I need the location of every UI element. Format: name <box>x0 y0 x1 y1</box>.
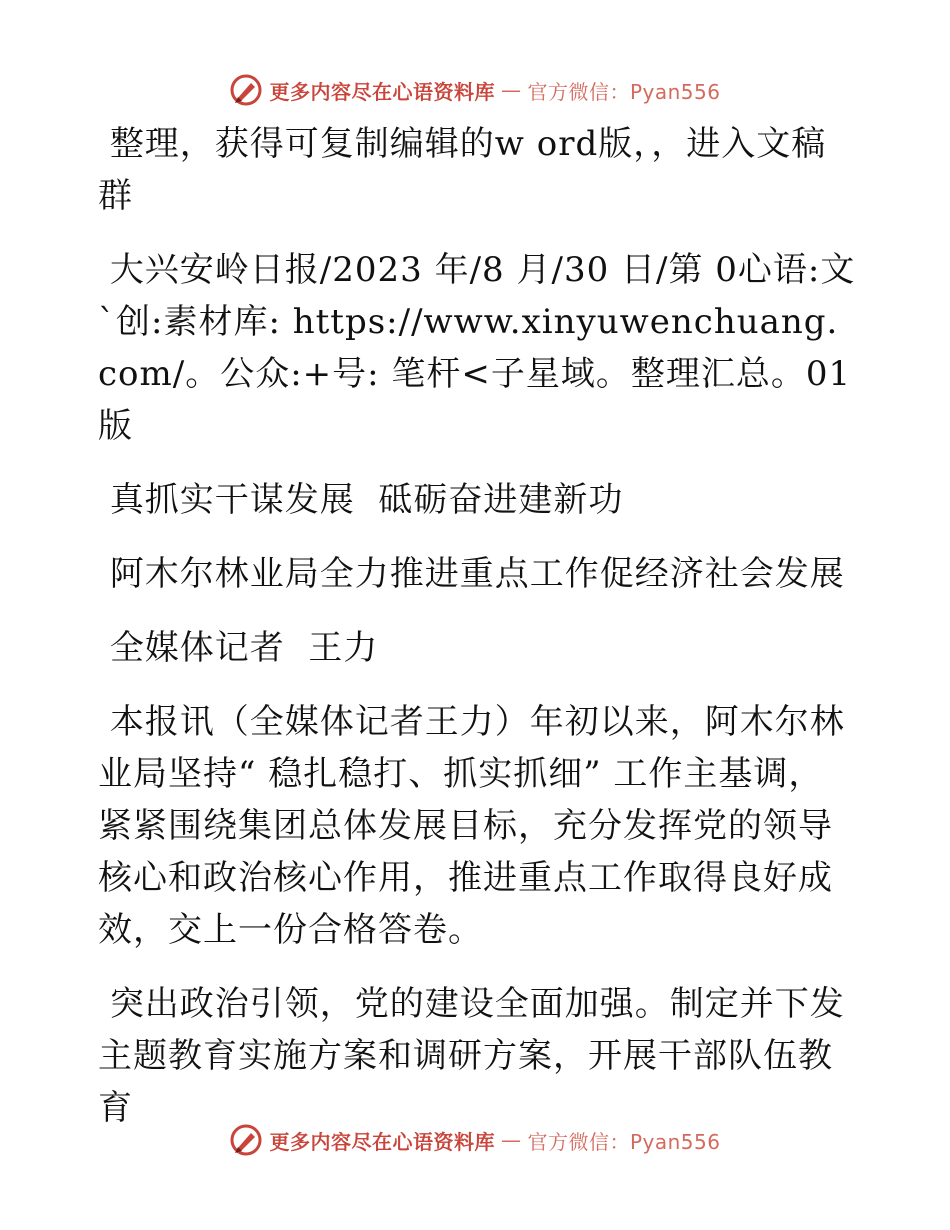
watermark-contact: 官方微信：Pyan556 <box>527 79 721 104</box>
pen-logo-icon <box>229 1123 263 1157</box>
article-headline: 真抓实干谋发展 砥砺奋进建新功 <box>98 480 624 520</box>
article-subheadline: 阿木尔林业局全力推进重点工作促经济社会发展 <box>98 554 845 594</box>
article-paragraph: 本报讯（全媒体记者王力）年初以来，阿木尔林业局坚持“ 稳扎稳打、抓实抓细” 工作主基调，紧紧围绕集团总体发展目标，充分发挥党的领导核心和政治核心作用，推进重点工作取得良好成效，交上一份合格答卷。 <box>98 702 845 950</box>
watermark-brand: 更多内容尽在心语资料库 <box>269 79 495 104</box>
paragraph-intro: 整理，获得可复制编辑的w ord版，，进入文稿群 <box>98 124 827 216</box>
article-paragraph: 突出政治引领，党的建设全面加强。制定并下发主题教育实施方案和调研方案，开展干部队伍教育 <box>98 984 845 1128</box>
article-byline: 全媒体记者 王力 <box>98 628 379 668</box>
watermark-dash: — <box>500 1128 522 1152</box>
watermark-contact: 官方微信：Pyan556 <box>527 1129 721 1154</box>
footer-watermark <box>0 1120 950 1160</box>
watermark-dash: — <box>500 78 522 102</box>
paragraph-source: 大兴安岭日报/2023 年/8 月/30 日/第 0心语:文ˋ创:素材库: https://www.xinyuwenchuang.com/。公众:+号: 笔杆<子星域。整理汇总。01 版 <box>98 250 863 446</box>
header-watermark <box>0 70 950 110</box>
document-body <box>98 118 863 1156</box>
pen-logo-icon <box>229 73 263 107</box>
watermark-brand: 更多内容尽在心语资料库 <box>269 1129 495 1154</box>
